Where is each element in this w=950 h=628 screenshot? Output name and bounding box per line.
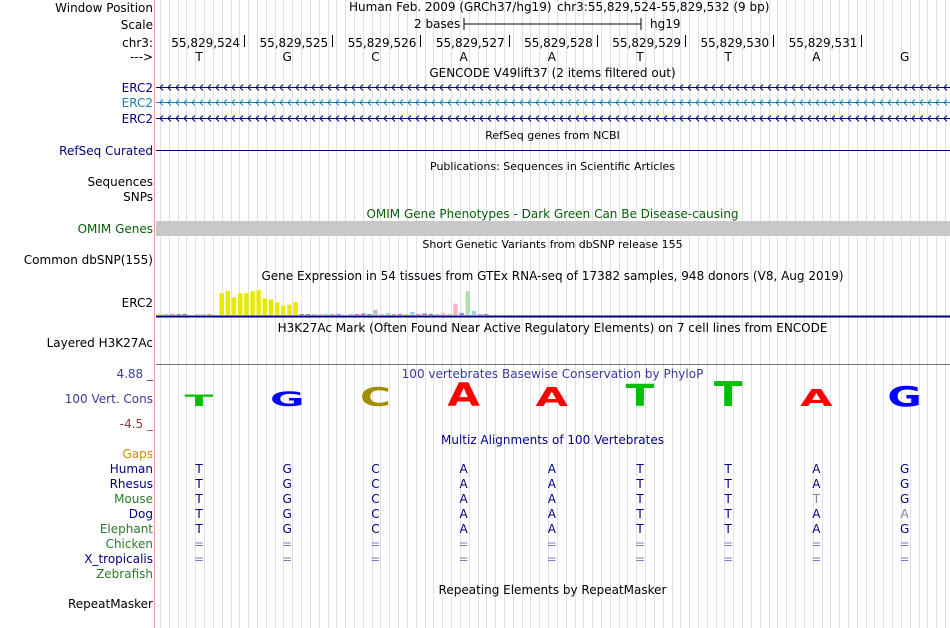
- ruler-tick: [685, 35, 686, 47]
- gencode-erc2-label-3[interactable]: ERC2: [121, 112, 153, 126]
- gtex-expression-bars[interactable]: [156, 284, 950, 318]
- alignment-base-dog: T: [636, 507, 644, 521]
- position-readout: chr3:55,829,524-55,829,532 (9 bp): [557, 0, 770, 14]
- ruler-position: 55,829,527: [435, 36, 505, 50]
- gtex-tissue-bar[interactable]: [386, 313, 390, 315]
- multiz-track-title: Multiz Alignments of 100 Vertebrates: [440, 433, 665, 447]
- ruler-position: 55,829,525: [259, 36, 329, 50]
- gtex-tissue-bar[interactable]: [312, 314, 316, 315]
- ruler-position: 55,829,524: [171, 36, 240, 50]
- gtex-tissue-bar[interactable]: [404, 314, 408, 315]
- repeatmasker-track-title: Repeating Elements by RepeatMasker: [438, 583, 667, 597]
- gencode-erc2-feature-2[interactable]: [156, 99, 950, 106]
- omim-track-title: OMIM Gene Phenotypes - Dark Green Can Be Disease-causing: [366, 207, 739, 221]
- ruler-tick: [420, 35, 421, 47]
- gtex-tissue-bar[interactable]: [183, 314, 187, 315]
- ruler-tick: [597, 35, 598, 47]
- gtex-tissue-bar[interactable]: [263, 298, 267, 315]
- vert-cons-label[interactable]: 100 Vert. Cons: [64, 392, 153, 406]
- alignment-base-elephant: T: [724, 522, 732, 536]
- alignment-base-chicken: =: [458, 537, 469, 551]
- alignment-base-mouse: C: [371, 492, 380, 506]
- alignment-base-x-tropicalis: =: [546, 552, 557, 566]
- gtex-tissue-bar[interactable]: [293, 302, 297, 315]
- alignment-base-x-tropicalis: =: [723, 552, 734, 566]
- gtex-tissue-bar[interactable]: [195, 314, 199, 315]
- ruler-tick: [861, 35, 862, 47]
- gtex-tissue-bar[interactable]: [170, 314, 174, 315]
- gtex-tissue-bar[interactable]: [336, 314, 340, 315]
- gtex-tissue-bar[interactable]: [226, 291, 230, 315]
- chr-label: chr3:: [122, 36, 153, 50]
- alignment-base-rhesus: T: [724, 477, 732, 491]
- assembly-title: Human Feb. 2009 (GRCh37/hg19): [349, 0, 552, 14]
- scale-bar: [463, 16, 643, 32]
- alignment-base-human: T: [724, 462, 732, 476]
- alignment-base-rhesus: C: [371, 477, 380, 491]
- gtex-tissue-bar[interactable]: [447, 314, 451, 315]
- alignment-base-dog: C: [371, 507, 380, 521]
- gtex-tissue-bar[interactable]: [318, 314, 322, 315]
- alignment-base-dog: T: [195, 507, 203, 521]
- alignment-base-chicken: =: [634, 537, 646, 551]
- h3k27ac-baseline: [156, 364, 950, 365]
- phylop-conservation-logo[interactable]: [156, 380, 950, 410]
- species-human-label: Human: [109, 462, 153, 476]
- snps-label[interactable]: SNPs: [123, 190, 153, 204]
- alignment-base-human: T: [636, 462, 644, 476]
- alignment-base-chicken: =: [811, 537, 822, 551]
- reference-base: T: [195, 50, 203, 64]
- gtex-tissue-bar[interactable]: [379, 314, 383, 315]
- omim-feature-bar[interactable]: [156, 221, 950, 236]
- gtex-tissue-bar[interactable]: [287, 305, 291, 315]
- alignment-base-dog: A: [900, 507, 909, 521]
- alignment-base-mouse: G: [899, 492, 910, 506]
- gtex-tissue-bar[interactable]: [300, 314, 304, 315]
- gtex-tissue-bar[interactable]: [349, 314, 353, 315]
- alignment-base-elephant: A: [459, 522, 468, 536]
- reference-base: A: [547, 50, 556, 64]
- gencode-erc2-label-2[interactable]: ERC2: [121, 96, 153, 110]
- alignment-base-mouse: T: [812, 492, 821, 506]
- alignment-base-mouse: T: [195, 492, 203, 506]
- alignment-base-rhesus: T: [195, 477, 203, 491]
- gtex-tissue-bar[interactable]: [177, 314, 181, 315]
- gtex-tissue-bar[interactable]: [238, 293, 242, 315]
- window-position-label: Window Position: [55, 1, 153, 15]
- alignment-base-mouse: T: [724, 492, 732, 506]
- phylop-track-title: 100 vertebrates Basewise Conservation by PhyloP: [401, 367, 704, 381]
- reference-base: G: [282, 50, 292, 64]
- gtex-tissue-bar[interactable]: [220, 293, 224, 315]
- reference-base: A: [812, 50, 821, 64]
- alignment-base-elephant: C: [371, 522, 380, 536]
- alignment-base-x-tropicalis: =: [811, 552, 822, 566]
- phylop-letter: T: [184, 390, 214, 410]
- gtex-tissue-bar[interactable]: [281, 306, 285, 315]
- gencode-erc2-feature-1[interactable]: [156, 84, 950, 91]
- alignment-base-rhesus: G: [282, 477, 292, 491]
- gtex-tissue-bar[interactable]: [367, 314, 371, 315]
- h3k27ac-track-title: H3K27Ac Mark (Often Found Near Active Regulatory Elements) on 7 cell lines from ENCODE: [277, 321, 828, 335]
- alignment-base-elephant: A: [547, 522, 556, 536]
- scale-text: 2 bases: [414, 17, 461, 31]
- species-xtropicalis-label: X_tropicalis: [84, 552, 153, 566]
- alignment-base-x-tropicalis: =: [282, 552, 293, 566]
- gtex-erc2-label[interactable]: ERC2: [121, 296, 153, 310]
- refseq-feature-line[interactable]: [156, 150, 950, 151]
- alignment-base-elephant: G: [282, 522, 292, 536]
- ruler-tick: [509, 35, 510, 47]
- alignment-base-human: C: [371, 462, 380, 476]
- alignment-base-mouse: A: [547, 492, 556, 506]
- repeatmasker-label[interactable]: RepeatMasker: [67, 597, 153, 611]
- sequences-label[interactable]: Sequences: [87, 175, 153, 189]
- alignment-base-mouse: A: [459, 492, 468, 506]
- dbsnp-track-title: Short Genetic Variants from dbSNP release 155: [422, 238, 683, 251]
- vert-cons-min-label: -4.5 _: [119, 417, 153, 431]
- refseq-track-title: RefSeq genes from NCBI: [485, 129, 620, 142]
- alignment-base-chicken: =: [546, 537, 557, 551]
- reference-base: G: [899, 50, 910, 64]
- gtex-tissue-bar[interactable]: [478, 314, 482, 315]
- ruler-position: 55,829,529: [612, 36, 681, 50]
- ruler-tick: [244, 35, 245, 47]
- species-mouse-label: Mouse: [114, 492, 153, 506]
- alignment-base-elephant: A: [812, 522, 821, 536]
- alignment-base-x-tropicalis: =: [634, 552, 646, 566]
- alignment-base-human: A: [812, 462, 821, 476]
- alignment-base-rhesus: A: [459, 477, 468, 491]
- phylop-letter: G: [887, 381, 922, 410]
- gtex-tissue-bar[interactable]: [324, 314, 328, 315]
- alignment-base-dog: A: [812, 507, 821, 521]
- alignment-base-rhesus: A: [547, 477, 556, 491]
- refseq-curated-label[interactable]: RefSeq Curated: [59, 144, 153, 158]
- strand-arrow-label: --->: [129, 50, 153, 64]
- alignment-base-x-tropicalis: =: [370, 552, 381, 566]
- layered-h3k27ac-label[interactable]: Layered H3K27Ac: [46, 336, 153, 350]
- alignment-base-x-tropicalis: =: [193, 552, 205, 566]
- gtex-tissue-bar[interactable]: [435, 314, 439, 315]
- gtex-tissue-bar[interactable]: [484, 314, 488, 315]
- gtex-tissue-bar[interactable]: [392, 314, 396, 315]
- alignment-base-dog: G: [282, 507, 292, 521]
- gtex-tissue-bar[interactable]: [232, 297, 236, 315]
- gtex-tissue-bar[interactable]: [422, 313, 426, 315]
- scale-db: hg19: [650, 17, 681, 31]
- reference-base: T: [724, 50, 732, 64]
- gtex-tissue-bar[interactable]: [207, 314, 211, 315]
- gtex-tissue-bar[interactable]: [306, 314, 310, 315]
- alignment-base-x-tropicalis: =: [458, 552, 469, 566]
- alignment-base-rhesus: T: [636, 477, 644, 491]
- ruler-tick: [332, 35, 333, 47]
- phylop-letter: A: [535, 383, 569, 410]
- phylop-letter: T: [625, 380, 655, 410]
- alignment-base-chicken: =: [193, 537, 205, 551]
- gtex-tissue-bar[interactable]: [330, 314, 334, 315]
- alignment-base-chicken: =: [282, 537, 293, 551]
- gtex-tissue-bar[interactable]: [373, 310, 377, 315]
- gtex-tissue-bar[interactable]: [453, 304, 457, 315]
- gtex-tissue-bar[interactable]: [441, 313, 445, 315]
- gtex-tissue-bar[interactable]: [164, 314, 168, 315]
- phylop-letter: A: [800, 385, 833, 410]
- alignment-base-x-tropicalis: =: [899, 552, 910, 566]
- ruler-position: 55,829,528: [524, 36, 593, 50]
- gtex-tissue-bar[interactable]: [158, 314, 162, 315]
- alignment-base-dog: A: [459, 507, 468, 521]
- phylop-letter: C: [359, 383, 391, 410]
- gtex-tissue-bar[interactable]: [256, 290, 260, 315]
- alignment-base-chicken: =: [370, 537, 381, 551]
- gtex-track-title: Gene Expression in 54 tissues from GTEx RNA-seq of 17382 samples, 948 donors (V8, Aug 2019): [261, 269, 844, 283]
- alignment-base-dog: T: [724, 507, 732, 521]
- ruler-position: 55,829,526: [347, 36, 417, 50]
- gtex-tissue-bar[interactable]: [410, 312, 414, 315]
- gtex-tissue-bar[interactable]: [201, 314, 205, 315]
- species-dog-label: Dog: [128, 507, 153, 521]
- alignment-base-elephant: T: [636, 522, 644, 536]
- species-rhesus-label: Rhesus: [109, 477, 153, 491]
- gtex-tissue-bar[interactable]: [472, 311, 476, 315]
- gtex-tissue-bar[interactable]: [459, 313, 463, 315]
- gtex-tissue-bar[interactable]: [416, 314, 420, 315]
- gtex-tissue-bar[interactable]: [398, 314, 402, 315]
- reference-base: C: [371, 50, 380, 64]
- phylop-letter: G: [269, 388, 305, 410]
- ruler-tick: [773, 35, 774, 47]
- gtex-tissue-bar[interactable]: [244, 293, 248, 315]
- reference-base: T: [636, 50, 644, 64]
- species-chicken-label: Chicken: [105, 537, 153, 551]
- alignment-base-human: A: [547, 462, 556, 476]
- gencode-erc2-feature-3[interactable]: [156, 115, 950, 122]
- vert-cons-max-label: 4.88 _: [116, 367, 153, 381]
- gencode-erc2-label-1[interactable]: ERC2: [121, 81, 153, 95]
- scale-label: Scale: [120, 18, 153, 32]
- alignment-base-human: G: [282, 462, 292, 476]
- alignment-base-mouse: T: [636, 492, 644, 506]
- gtex-tissue-bar[interactable]: [361, 313, 365, 315]
- alignment-base-rhesus: A: [812, 477, 821, 491]
- reference-base: A: [459, 50, 468, 64]
- alignment-base-human: G: [899, 462, 910, 476]
- gencode-track-title: GENCODE V49lift37 (2 items filtered out): [429, 66, 676, 80]
- gtex-tissue-bar[interactable]: [429, 314, 433, 315]
- label-divider: [154, 0, 155, 628]
- alignment-base-chicken: =: [899, 537, 910, 551]
- alignment-base-chicken: =: [723, 537, 734, 551]
- species-elephant-label: Elephant: [99, 522, 153, 536]
- phylop-letter: A: [447, 380, 480, 410]
- gtex-tissue-bar[interactable]: [355, 314, 359, 315]
- ruler-position: 55,829,530: [700, 36, 770, 50]
- ruler-position: 55,829,531: [788, 36, 858, 50]
- gtex-tissue-bar[interactable]: [250, 291, 254, 315]
- omim-genes-label[interactable]: OMIM Genes: [77, 222, 153, 236]
- alignment-base-dog: A: [547, 507, 556, 521]
- alignment-base-human: A: [459, 462, 468, 476]
- gaps-label: Gaps: [122, 447, 153, 461]
- common-dbsnp-label[interactable]: Common dbSNP(155): [23, 253, 153, 267]
- species-zebrafish-label: Zebrafish: [96, 567, 153, 581]
- alignment-base-elephant: T: [195, 522, 203, 536]
- publications-track-title: Publications: Sequences in Scientific Articles: [430, 160, 675, 173]
- gtex-tissue-bar[interactable]: [275, 303, 279, 316]
- alignment-base-elephant: G: [899, 522, 910, 536]
- gtex-tissue-bar[interactable]: [269, 299, 273, 315]
- phylop-letter: T: [713, 380, 743, 410]
- alignment-base-human: T: [195, 462, 203, 476]
- alignment-base-mouse: G: [282, 492, 292, 506]
- gtex-tissue-bar[interactable]: [466, 291, 470, 315]
- alignment-base-rhesus: G: [899, 477, 910, 491]
